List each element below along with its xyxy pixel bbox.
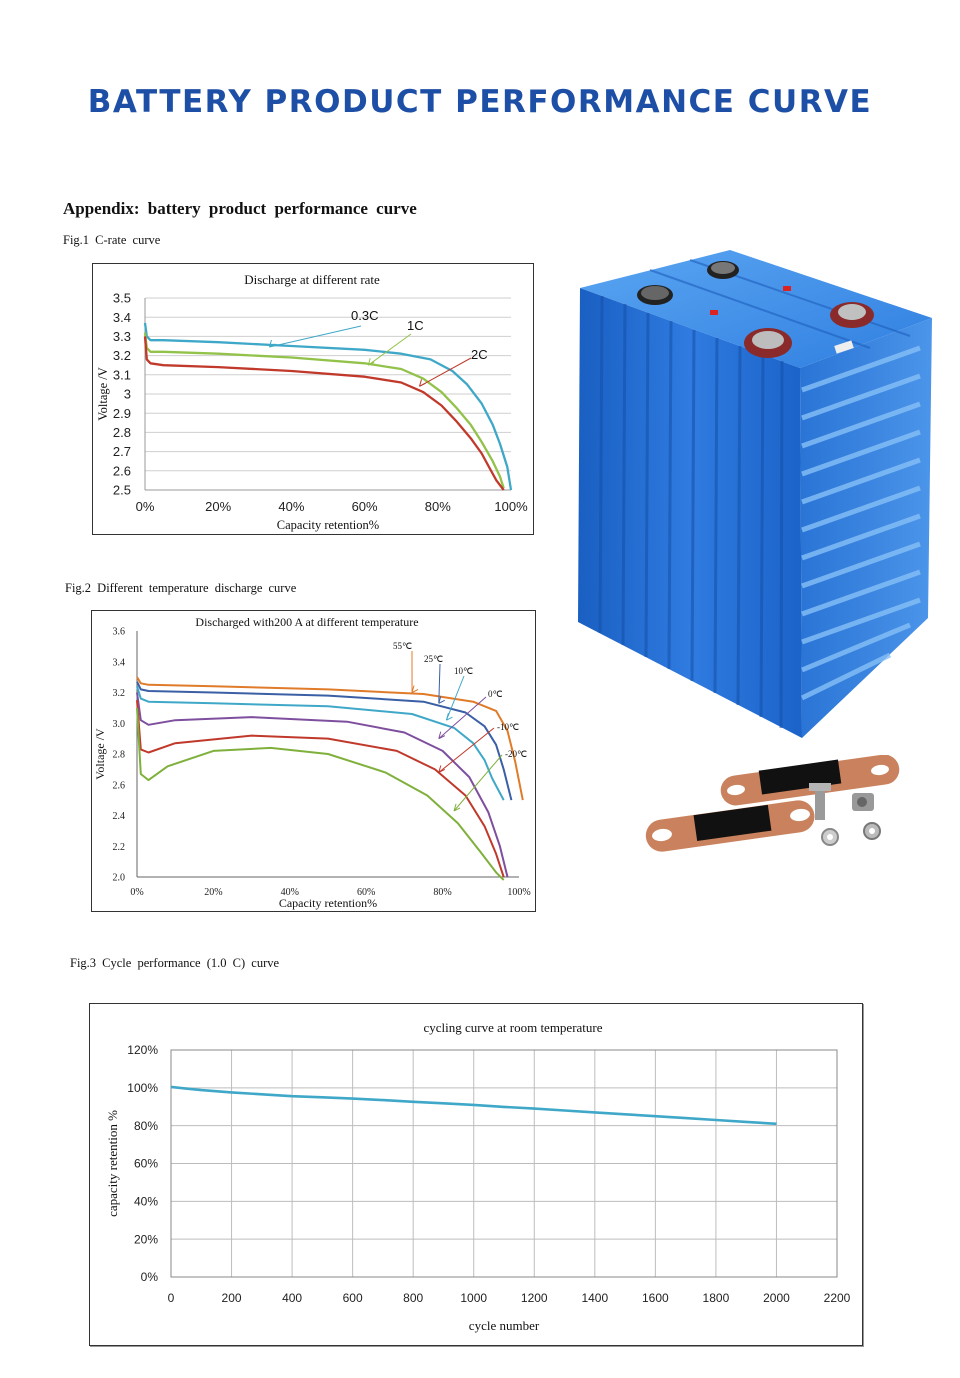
x-tick-label: 80% (424, 499, 451, 514)
y-tick-label: 20% (133, 1232, 158, 1247)
y-tick-label: 3.1 (112, 367, 131, 383)
y-tick-label: 2.6 (112, 780, 125, 792)
annotation-label: -20℃ (505, 749, 528, 759)
x-tick-label: 20% (205, 499, 232, 514)
series-line-2 (137, 686, 504, 800)
x-tick-label: 20% (204, 887, 223, 898)
annotation-label: -10℃ (497, 722, 520, 732)
page-title: BATTERY PRODUCT PERFORMANCE CURVE (87, 84, 873, 120)
y-tick-label: 120% (127, 1043, 158, 1058)
y-tick-label: 2.7 (112, 444, 131, 460)
y-tick-label: 2.8 (112, 424, 131, 440)
y-axis-label: capacity retention % (105, 1110, 120, 1217)
chart-title: Discharged with200 A at different temperature (195, 615, 419, 629)
y-tick-label: 3.4 (112, 657, 125, 669)
y-tick-label: 3.2 (112, 688, 125, 699)
y-axis-label: Voltage /V (96, 367, 110, 421)
y-tick-label: 100% (127, 1081, 158, 1096)
y-tick-label: 2.6 (112, 463, 131, 479)
y-tick-label: 2.9 (112, 405, 131, 421)
x-axis-label: Capacity retention% (276, 518, 380, 532)
y-tick-label: 3.4 (112, 309, 131, 325)
x-tick-label: 100% (507, 887, 531, 898)
y-axis-label: Voltage /V (93, 728, 107, 780)
appendix-title: Appendix: battery product performance curve (63, 199, 417, 218)
annotation-arrowhead (412, 686, 418, 693)
annotation-label: 55℃ (393, 641, 413, 651)
y-tick-label: 3.2 (112, 348, 131, 364)
y-tick-label: 3.6 (112, 626, 125, 638)
annotation-pointer (368, 334, 411, 365)
annotation-label: 0.3C (351, 308, 379, 323)
x-tick-label: 1600 (642, 1291, 669, 1305)
x-tick-label: 60% (351, 499, 378, 514)
x-tick-label: 1200 (520, 1291, 548, 1305)
y-tick-label: 3.5 (112, 290, 131, 306)
x-tick-label: 1000 (460, 1291, 488, 1305)
annotation-label: 2C (471, 347, 488, 362)
temperature-chart (92, 611, 535, 911)
annotation-label: 0℃ (488, 689, 503, 699)
x-tick-label: 40% (278, 499, 305, 514)
x-tick-label: 200 (221, 1291, 242, 1305)
x-tick-label: 800 (403, 1291, 424, 1305)
chart-c-rate-frame (92, 263, 534, 535)
annotation-pointer (439, 728, 494, 772)
y-tick-label: 2.8 (112, 749, 125, 761)
x-tick-label: 2000 (763, 1291, 790, 1305)
x-tick-label: 0% (130, 887, 144, 898)
fig1-caption: Fig.1 C-rate curve (63, 233, 161, 247)
x-tick-label: 600 (342, 1291, 363, 1305)
annotation-pointer (439, 697, 486, 739)
x-tick-label: 1800 (702, 1291, 730, 1305)
x-tick-label: 2200 (823, 1291, 851, 1305)
chart-title: Discharge at different rate (244, 272, 380, 287)
x-tick-label: 40% (280, 887, 299, 898)
x-tick-label: 100% (494, 499, 528, 514)
annotation-label: 1C (407, 318, 424, 333)
y-tick-label: 3.3 (112, 328, 131, 344)
fig3-caption: Fig.3 Cycle performance (1.0 C) curve (70, 956, 280, 970)
chart-title: cycling curve at room temperature (423, 1020, 603, 1035)
x-tick-label: 1400 (581, 1291, 609, 1305)
y-tick-label: 2.0 (112, 872, 125, 884)
x-tick-label: 0 (167, 1291, 175, 1305)
cycle-chart (90, 1004, 862, 1345)
y-tick-label: 2.5 (112, 482, 131, 498)
y-tick-label: 3 (123, 386, 131, 402)
x-tick-label: 400 (282, 1291, 303, 1305)
x-axis-label: Capacity retention% (278, 896, 378, 910)
fig2-caption: Fig.2 Different temperature discharge curve (65, 581, 297, 595)
y-tick-label: 3.0 (112, 718, 125, 730)
y-tick-label: 0% (140, 1270, 158, 1285)
c-rate-chart (93, 264, 533, 534)
chart-temperature-frame (91, 610, 536, 912)
y-tick-label: 80% (133, 1118, 158, 1133)
busbar-connectors-image (640, 755, 900, 860)
y-tick-label: 40% (133, 1194, 158, 1209)
x-tick-label: 0% (135, 499, 155, 514)
y-tick-label: 60% (133, 1156, 158, 1171)
annotation-label: 25℃ (424, 654, 444, 664)
x-axis-label: cycle number (468, 1318, 540, 1333)
annotation-label: 10℃ (454, 666, 474, 676)
x-tick-label: 60% (357, 887, 376, 898)
battery-pack-image (570, 240, 950, 750)
y-tick-label: 2.2 (112, 841, 125, 853)
x-tick-label: 80% (433, 887, 452, 898)
series-line-5 (137, 708, 504, 880)
chart-cycle-frame (89, 1003, 863, 1346)
y-tick-label: 2.4 (112, 811, 125, 822)
